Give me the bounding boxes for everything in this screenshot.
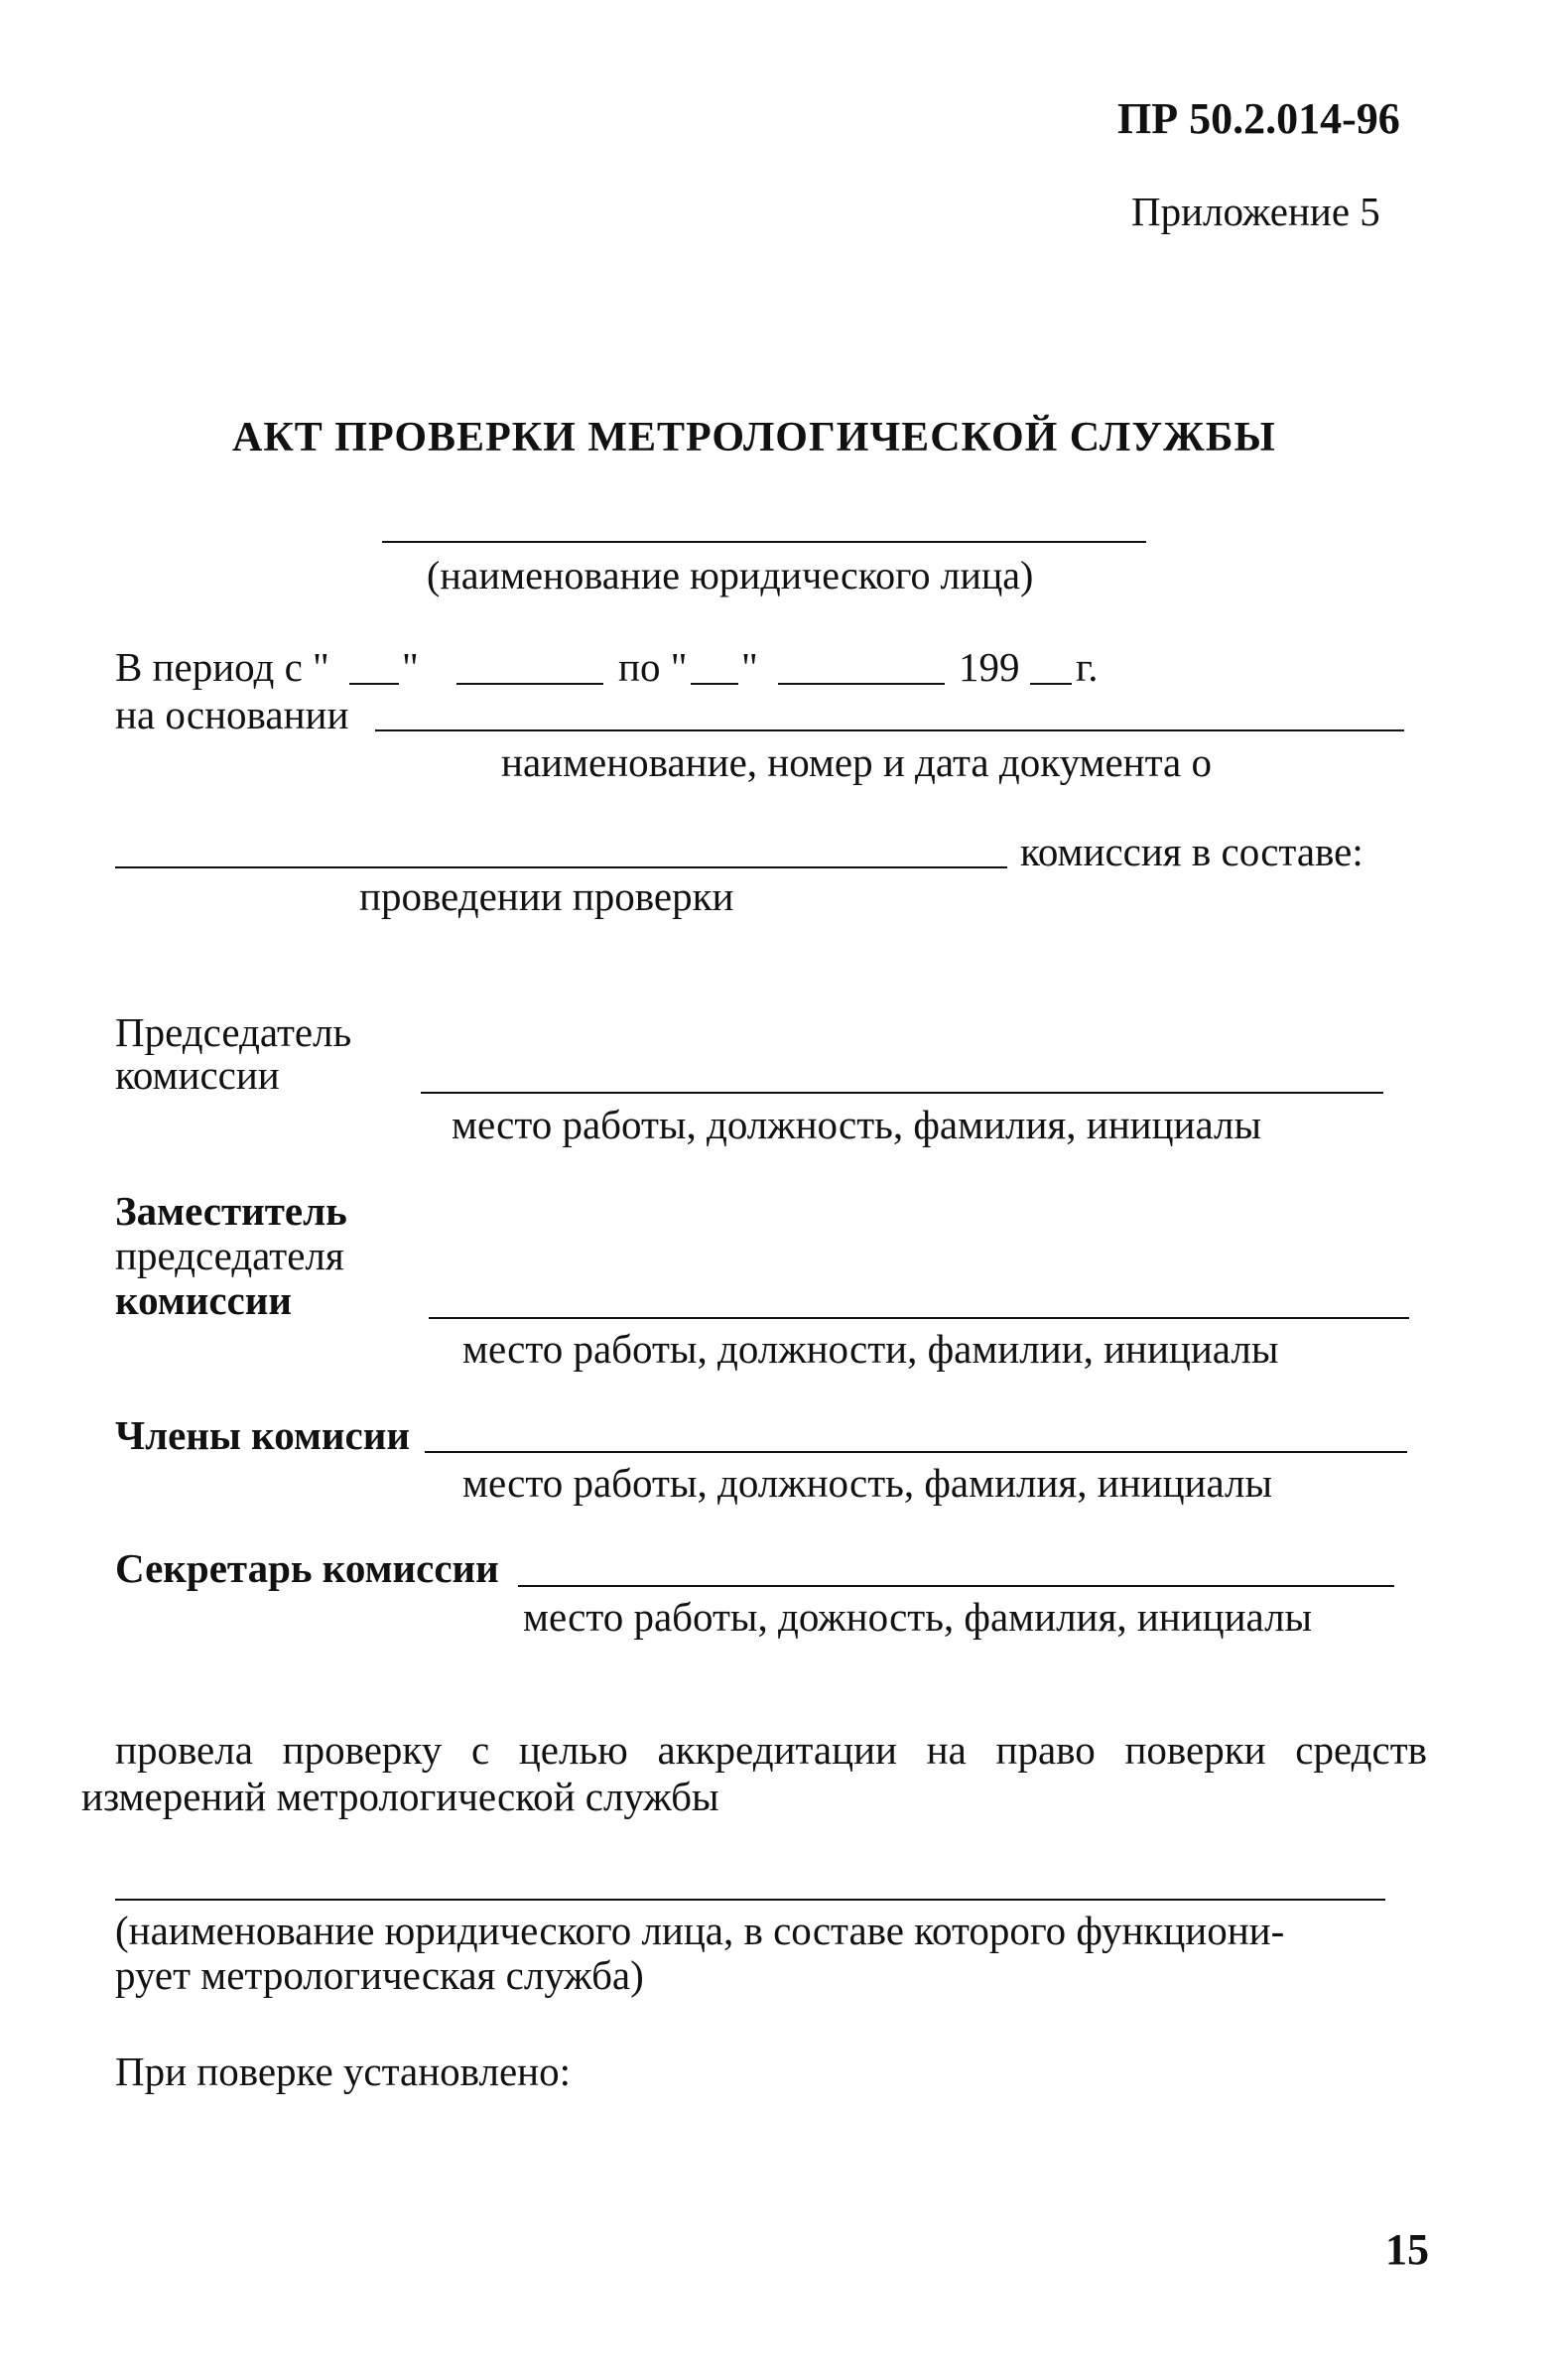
period-to: по " [618, 644, 688, 690]
basis-line [375, 729, 1404, 731]
page-title: АКТ ПРОВЕРКИ МЕТРОЛОГИЧЕСКОЙ СЛУЖБЫ [232, 415, 1276, 461]
chairman-line [421, 1092, 1383, 1094]
chairman-label-line1: Председатель [115, 1009, 352, 1055]
deputy-caption: место работы, должности, фамилии, инициалы [462, 1326, 1279, 1372]
chairman-label-line2: комиссии [115, 1052, 280, 1098]
chairman-caption: место работы, должность, фамилия, инициалы [452, 1102, 1262, 1147]
deputy-line [429, 1317, 1409, 1319]
secretary-label: Секретарь комиссии [115, 1545, 499, 1591]
findings-label: При поверке установлено: [115, 2049, 571, 2094]
members-caption: место работы, должность, фамилия, инициалы [462, 1460, 1273, 1506]
page-number: 15 [1385, 2225, 1429, 2274]
period-prefix: В период с " [115, 644, 329, 690]
appendix-label: Приложение 5 [1131, 189, 1380, 234]
members-label: Члены комисии [115, 1412, 410, 1458]
deputy-label-line3: комиссии [115, 1277, 292, 1323]
secretary-line [518, 1585, 1394, 1587]
purpose-line1: провела проверку с целью аккредитации на право поверки средств [115, 1727, 1427, 1773]
period-quote-close-1: " [402, 644, 419, 690]
document-code: ПР 50.2.014-96 [1117, 94, 1400, 143]
period-end-month-line [778, 683, 945, 685]
legal-entity-caption: (наименование юридического лица) [427, 553, 1034, 597]
purpose-caption-line2: рует метрологическая служба) [115, 1952, 644, 1998]
members-line [425, 1451, 1407, 1453]
commission-text: комиссия в составе: [1020, 829, 1364, 874]
purpose-caption-line1: (наименование юридического лица, в составе которого функциони- [115, 1908, 1285, 1953]
deputy-label-line1: Заместитель [115, 1188, 347, 1234]
basis-continuation-line [115, 866, 1007, 868]
period-start-month-line [456, 683, 603, 685]
basis-label: на основании [115, 692, 349, 737]
period-end-day-line [691, 683, 738, 685]
period-start-day-line [349, 683, 399, 685]
purpose-line2: измерений метрологической службы [81, 1774, 719, 1819]
deputy-label-line2: председателя [115, 1233, 344, 1278]
period-quote-close-2: " [741, 644, 758, 690]
basis-caption-2: проведении проверки [359, 873, 734, 919]
period-year-suffix: г. [1076, 644, 1099, 690]
secretary-caption: место работы, дожность, фамилия, инициалы [523, 1594, 1313, 1640]
legal-entity-line [382, 541, 1146, 543]
period-year-prefix: 199 [959, 644, 1020, 690]
period-year-line [1030, 683, 1072, 685]
basis-caption: наименование, номер и дата документа о [501, 739, 1212, 785]
metrology-service-line [115, 1899, 1385, 1901]
